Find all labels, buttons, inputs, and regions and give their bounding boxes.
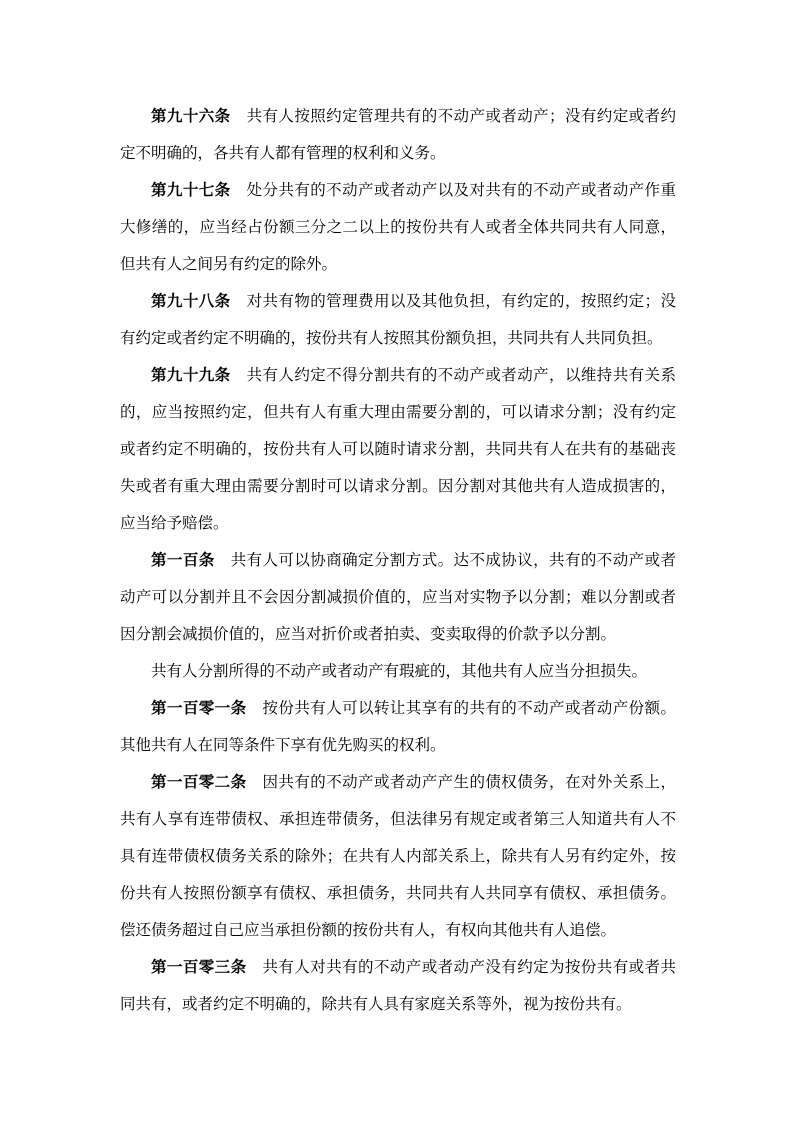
article-text: 共有人可以协商确定分割方式。达不成协议，共有的不动产或者动产可以分割并且不会因分割减损价值的，应当对实物予以分割；难以分割或者因分割会减损价值的，应当对折价或者拍卖、变卖取得的价款予以分割。 [120, 551, 676, 643]
article-paragraph [120, 98, 676, 172]
article-number: 第一百零三条 [151, 958, 247, 976]
article-number: 第一百条 [151, 551, 215, 569]
article-number: 第一百零一条 [151, 699, 247, 717]
article-paragraph [120, 690, 676, 764]
article-number: 第九十九条 [151, 366, 231, 384]
article-number: 第九十七条 [151, 181, 231, 199]
article-text: 处分共有的不动产或者动产以及对共有的不动产或者动产作重大修缮的，应当经占份额三分之二以上的按份共有人或者全体共同共有人同意，但共有人之间另有约定的除外。 [120, 181, 676, 273]
article-paragraph [120, 949, 676, 1023]
article-continuation-paragraph [120, 653, 676, 690]
article-paragraph [120, 357, 676, 542]
article-text: 因共有的不动产或者动产产生的债权债务，在对外关系上，共有人享有连带债权、承担连带债务，但法律另有规定或者第三人知道共有人不具有连带债权债务关系的除外；在共有人内部关系上，除共有人另有约定外，按份共有人按照份额享有债权、承担债务，共同共有人共同享有债权、承担债务。偿还债务超过自己应当承担份额的按份共有人，有权向其他共有人追偿。 [120, 773, 676, 939]
article-text: 共有人对共有的不动产或者动产没有约定为按份共有或者共同共有，或者约定不明确的，除共有人具有家庭关系等外，视为按份共有。 [120, 958, 676, 1013]
article-number: 第九十八条 [151, 292, 231, 310]
article-text: 共有人分割所得的不动产或者动产有瑕疵的，其他共有人应当分担损失。 [151, 662, 648, 680]
article-text: 共有人约定不得分割共有的不动产或者动产，以维持共有关系的，应当按照约定，但共有人有重大理由需要分割的，可以请求分割；没有约定或者约定不明确的，按份共有人可以随时请求分割，共同共有人在共有的基础丧失或者有重大理由需要分割时可以请求分割。因分割对其他共有人造成损害的，应当给予赔偿。 [120, 366, 676, 532]
document-body [120, 98, 676, 1023]
article-text: 共有人按照约定管理共有的不动产或者动产；没有约定或者约定不明确的，各共有人都有管理的权利和义务。 [120, 107, 676, 162]
article-text: 对共有物的管理费用以及其他负担，有约定的，按照约定；没有约定或者约定不明确的，按份共有人按照其份额负担，共同共有人共同负担。 [120, 292, 676, 347]
article-paragraph [120, 764, 676, 949]
article-text: 按份共有人可以转让其享有的共有的不动产或者动产份额。其他共有人在同等条件下享有优先购买的权利。 [120, 699, 676, 754]
article-paragraph [120, 283, 676, 357]
article-number: 第九十六条 [151, 107, 231, 125]
article-paragraph [120, 172, 676, 283]
article-paragraph [120, 542, 676, 653]
article-number: 第一百零二条 [151, 773, 247, 791]
